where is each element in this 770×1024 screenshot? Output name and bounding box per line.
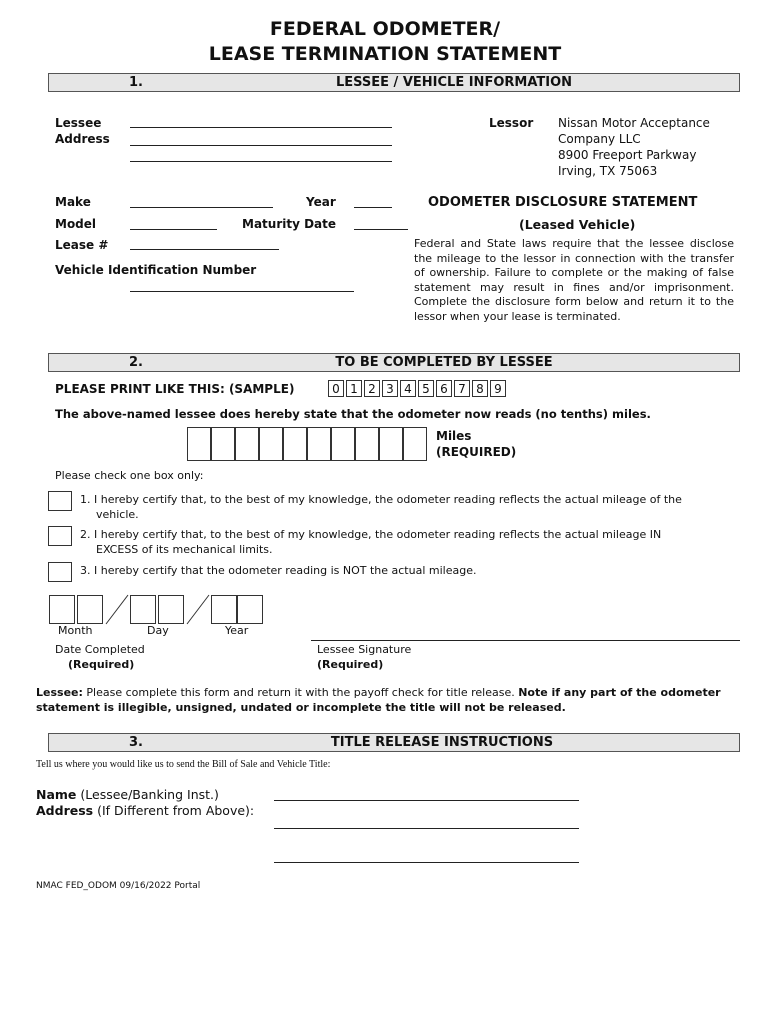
make-line[interactable] — [130, 207, 273, 208]
option-2-text-line1: 2. I hereby certify that, to the best of my knowledge, the odometer reading reflects the actual mileage IN — [80, 528, 662, 541]
title-address-line-2[interactable] — [274, 862, 579, 863]
year-digit-box[interactable] — [237, 595, 263, 624]
lessor-line-4: Irving, TX 75063 — [558, 164, 658, 178]
disclosure-text: Federal and State laws require that the lessee disclose the mileage to the lessor in connection with the transfer of ownership. Failure to complete or the making of false statement may result in fines and/or imprisonment. Complete the disclosure form below and return it to the lessor when your lease is terminated. — [414, 237, 734, 323]
miles-digit-box[interactable] — [211, 427, 235, 461]
lessee-note — [36, 686, 736, 715]
sample-digit-box: 1 — [346, 380, 362, 397]
lease-number-label: Lease # — [55, 238, 109, 252]
section-3-heading: TITLE RELEASE INSTRUCTIONS — [330, 735, 554, 750]
lessee-note-text: Please complete this form and return it with the payoff check for title release. — [82, 686, 519, 699]
miles-digit-box[interactable] — [331, 427, 355, 461]
model-label: Model — [55, 217, 97, 231]
sample-digit-box: 6 — [436, 380, 452, 397]
vin-label: Vehicle Identification Number — [55, 263, 257, 277]
check-instruction: Please check one box only: — [55, 469, 204, 482]
lessor-line-3: 8900 Freeport Parkway — [558, 148, 697, 162]
address-line-1[interactable] — [130, 145, 392, 146]
miles-digit-box[interactable] — [235, 427, 259, 461]
section-2-number: 2. — [129, 355, 143, 370]
month-digit-box[interactable] — [77, 595, 103, 624]
address-label: Address — [55, 132, 110, 146]
signature-line[interactable] — [311, 640, 740, 641]
vin-line[interactable] — [130, 291, 354, 292]
odometer-statement: The above-named lessee does hereby state that the odometer now reads (no tenths) miles. — [55, 407, 651, 421]
title-release-intro: Tell us where you would like us to send the Bill of Sale and Vehicle Title: — [36, 759, 331, 770]
sample-digit-box: 8 — [472, 380, 488, 397]
option-3-text-line1: 3. I hereby certify that the odometer reading is NOT the actual mileage. — [80, 564, 477, 577]
miles-label: Miles — [436, 429, 472, 443]
month-label: Month — [58, 624, 93, 637]
address-bold-label: Address — [36, 803, 94, 818]
year-line[interactable] — [354, 207, 392, 208]
sample-digit-box: 9 — [490, 380, 506, 397]
sample-label: PLEASE PRINT LIKE THIS: (SAMPLE) — [55, 382, 295, 396]
option-2-checkbox[interactable] — [48, 526, 72, 546]
miles-required-label: (REQUIRED) — [436, 445, 517, 459]
form-title-line1: FEDERAL ODOMETER/ — [269, 18, 501, 40]
maturity-date-label: Maturity Date — [242, 217, 337, 231]
miles-digit-box[interactable] — [283, 427, 307, 461]
sample-digit-box: 5 — [418, 380, 434, 397]
signature-label: Lessee Signature — [317, 643, 412, 656]
section-3-number: 3. — [129, 735, 143, 750]
lessee-name-line[interactable] — [130, 127, 392, 128]
option-2-text-line2: EXCESS of its mechanical limits. — [96, 543, 273, 556]
day-label: Day — [147, 624, 169, 637]
lessor-label: Lessor — [489, 116, 534, 130]
lessee-note-prefix: Lessee: — [36, 686, 83, 699]
address-rest-label: (If Different from Above): — [93, 803, 255, 818]
date-completed-label: Date Completed — [55, 643, 145, 656]
sample-digit-box: 2 — [364, 380, 380, 397]
section-1-number: 1. — [129, 75, 143, 90]
disclosure-subtitle: (Leased Vehicle) — [519, 217, 636, 232]
date-separator-slash — [185, 593, 211, 626]
lessor-line-1: Nissan Motor Acceptance — [558, 116, 710, 130]
title-address-line-1[interactable] — [274, 828, 579, 829]
disclosure-title: ODOMETER DISCLOSURE STATEMENT — [428, 195, 698, 210]
miles-digit-box[interactable] — [403, 427, 427, 461]
sample-digit-box: 4 — [400, 380, 416, 397]
name-rest-label: (Lessee/Banking Inst.) — [76, 787, 219, 802]
option-1-checkbox[interactable] — [48, 491, 72, 511]
miles-digit-box[interactable] — [187, 427, 211, 461]
day-digit-box[interactable] — [158, 595, 184, 624]
day-digit-box[interactable] — [130, 595, 156, 624]
miles-digit-box[interactable] — [259, 427, 283, 461]
miles-digit-box[interactable] — [355, 427, 379, 461]
address-line-2[interactable] — [130, 161, 392, 162]
date-separator-slash — [104, 593, 130, 626]
form-footer-code: NMAC FED_ODOM 09/16/2022 Portal — [36, 881, 201, 891]
form-title-line2: LEASE TERMINATION STATEMENT — [208, 43, 562, 65]
make-label: Make — [55, 195, 91, 209]
option-1-text-line2: vehicle. — [96, 508, 139, 521]
section-1-heading: LESSEE / VEHICLE INFORMATION — [335, 75, 573, 90]
name-bold-label: Name — [36, 787, 77, 802]
miles-digit-box[interactable] — [307, 427, 331, 461]
model-line[interactable] — [130, 229, 217, 230]
section-2-header — [48, 353, 740, 372]
miles-digit-box[interactable] — [379, 427, 403, 461]
name-field-label — [36, 787, 219, 802]
lessee-label: Lessee — [55, 116, 102, 130]
option-1-text-line1: 1. I hereby certify that, to the best of my knowledge, the odometer reading reflects the actual mileage of the — [80, 493, 682, 506]
address-field-label — [36, 803, 254, 818]
title-name-line[interactable] — [274, 800, 579, 801]
date-required-label: (Required) — [68, 658, 135, 671]
signature-required-label: (Required) — [317, 658, 384, 671]
year-date-label: Year — [225, 624, 249, 637]
month-digit-box[interactable] — [49, 595, 75, 624]
year-digit-box[interactable] — [211, 595, 237, 624]
section-3-header — [48, 733, 740, 752]
section-1-header — [48, 73, 740, 92]
lessor-line-2: Company LLC — [558, 132, 641, 146]
year-label: Year — [306, 195, 336, 209]
sample-digit-box: 0 — [328, 380, 344, 397]
lease-number-line[interactable] — [130, 249, 279, 250]
sample-digit-box: 7 — [454, 380, 470, 397]
maturity-date-line[interactable] — [354, 229, 408, 230]
section-2-heading: TO BE COMPLETED BY LESSEE — [335, 355, 553, 370]
sample-digit-box: 3 — [382, 380, 398, 397]
option-3-checkbox[interactable] — [48, 562, 72, 582]
lessee-note-bold: Note if any part of the odometer statement is illegible, unsigned, undated or incomplete the title will not be released. — [36, 686, 721, 714]
